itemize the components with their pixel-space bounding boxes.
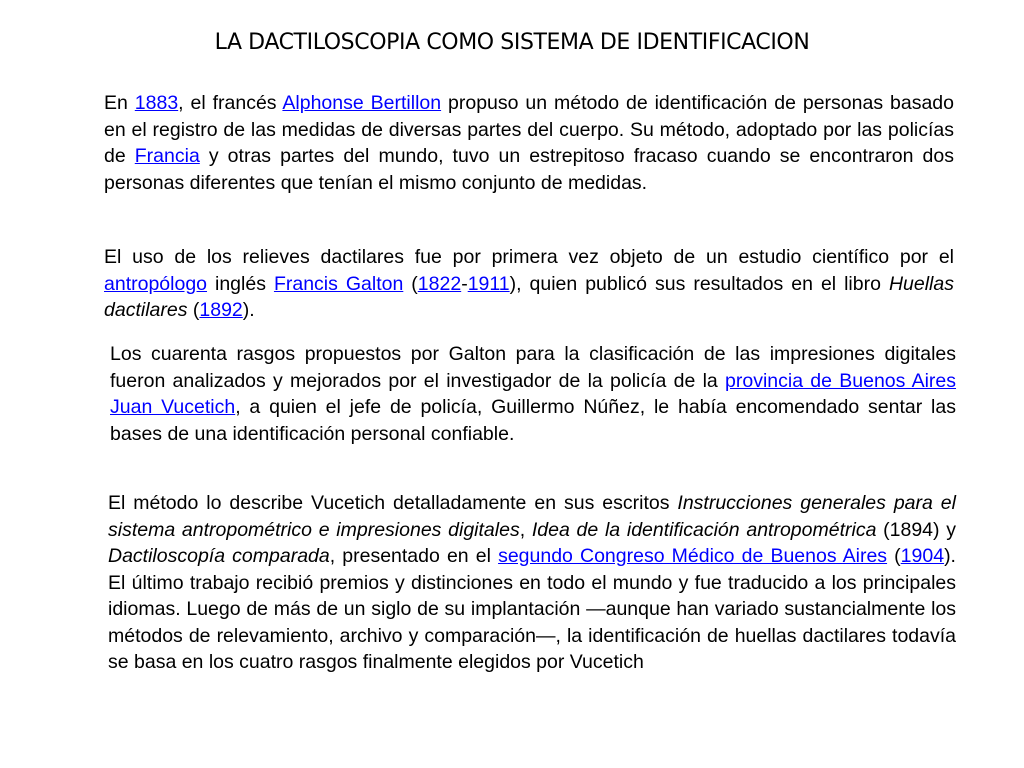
- text: propuso un método de identificación de personas basado en el registro de las medidas de diversas partes del cuerpo. Su método, adoptado por las policías de: [104, 92, 954, 167]
- text: , el francés: [178, 92, 283, 114]
- paragraph-method: [108, 490, 956, 676]
- link-1911[interactable]: 1911: [467, 272, 510, 295]
- text: ), quien publicó sus resultados en el libro: [509, 272, 889, 295]
- text: Los cuarenta rasgos propuestos por Galton para la clasificación de las impresiones digitales fueron analizados y mejorados por el investigador de la policía de la: [110, 343, 956, 392]
- link-segundo-congreso[interactable]: segundo Congreso Médico de Buenos Aires: [498, 545, 888, 567]
- text: El método lo describe Vucetich detalladamente en sus escritos: [108, 492, 678, 514]
- work-title-idea: Idea de la identificación antropométrica: [531, 518, 877, 541]
- link-1822[interactable]: 1822: [417, 272, 462, 295]
- text: -: [461, 272, 468, 295]
- link-francia[interactable]: Francia: [134, 145, 200, 167]
- link-francis-galton[interactable]: Francis Galton: [273, 272, 404, 295]
- link-1883[interactable]: 1883: [134, 92, 179, 114]
- link-provincia-de-buenos-aires[interactable]: provincia de Buenos Aires: [725, 369, 957, 392]
- text: y otras partes del mundo, tuvo un estrepitoso fracaso cuando se encontraron dos personas diferentes que tenían el mismo conjunto de medidas.: [104, 145, 954, 194]
- paragraph-galton: [104, 244, 954, 324]
- link-1904[interactable]: 1904: [900, 545, 945, 567]
- paragraph-vucetich: [110, 341, 956, 447]
- text: , a quien el jefe de policía, Guillermo Núñez, le había encomendado sentar las bases de una identificación personal confiable.: [110, 396, 956, 445]
- text: (1894) y: [876, 518, 957, 541]
- text: (: [403, 272, 418, 295]
- text: , presentado en el: [329, 545, 499, 567]
- link-antropologo[interactable]: antropólogo: [104, 272, 208, 295]
- text: ).: [242, 299, 255, 321]
- text: El uso de los relieves dactilares fue por primera vez objeto de un estudio científico por el: [104, 246, 954, 268]
- slide-title: LA DACTILOSCOPIA COMO SISTEMA DE IDENTIFICACION: [214, 30, 810, 55]
- work-title-instrucciones: Instrucciones generales para el sistema antropométrico e impresiones digitales: [108, 492, 956, 541]
- text: ). El último trabajo recibió premios y distinciones en todo el mundo y fue traducido a los principales idiomas. Luego de más de un siglo de su implantación —aunque han variado sustancialmente los métodos de relevamiento, archivo y comparación—, la identificación de huellas dactilares todavía se basa en los cuatro rasgos finalmente elegidos por Vucetich: [108, 545, 956, 673]
- link-juan-vucetich[interactable]: Juan Vucetich: [110, 396, 236, 418]
- text: inglés: [207, 272, 274, 295]
- text: ,: [519, 518, 532, 541]
- text: (: [887, 545, 901, 567]
- paragraph-bertillon: [104, 90, 954, 196]
- text: En: [104, 92, 135, 114]
- text: (: [187, 299, 200, 321]
- link-1892[interactable]: 1892: [199, 299, 243, 321]
- link-alphonse-bertillon[interactable]: Alphonse Bertillon: [282, 92, 442, 114]
- work-title-dactiloscopia: Dactiloscopía comparada: [108, 545, 330, 567]
- book-title: Huellas dactilares: [104, 272, 954, 321]
